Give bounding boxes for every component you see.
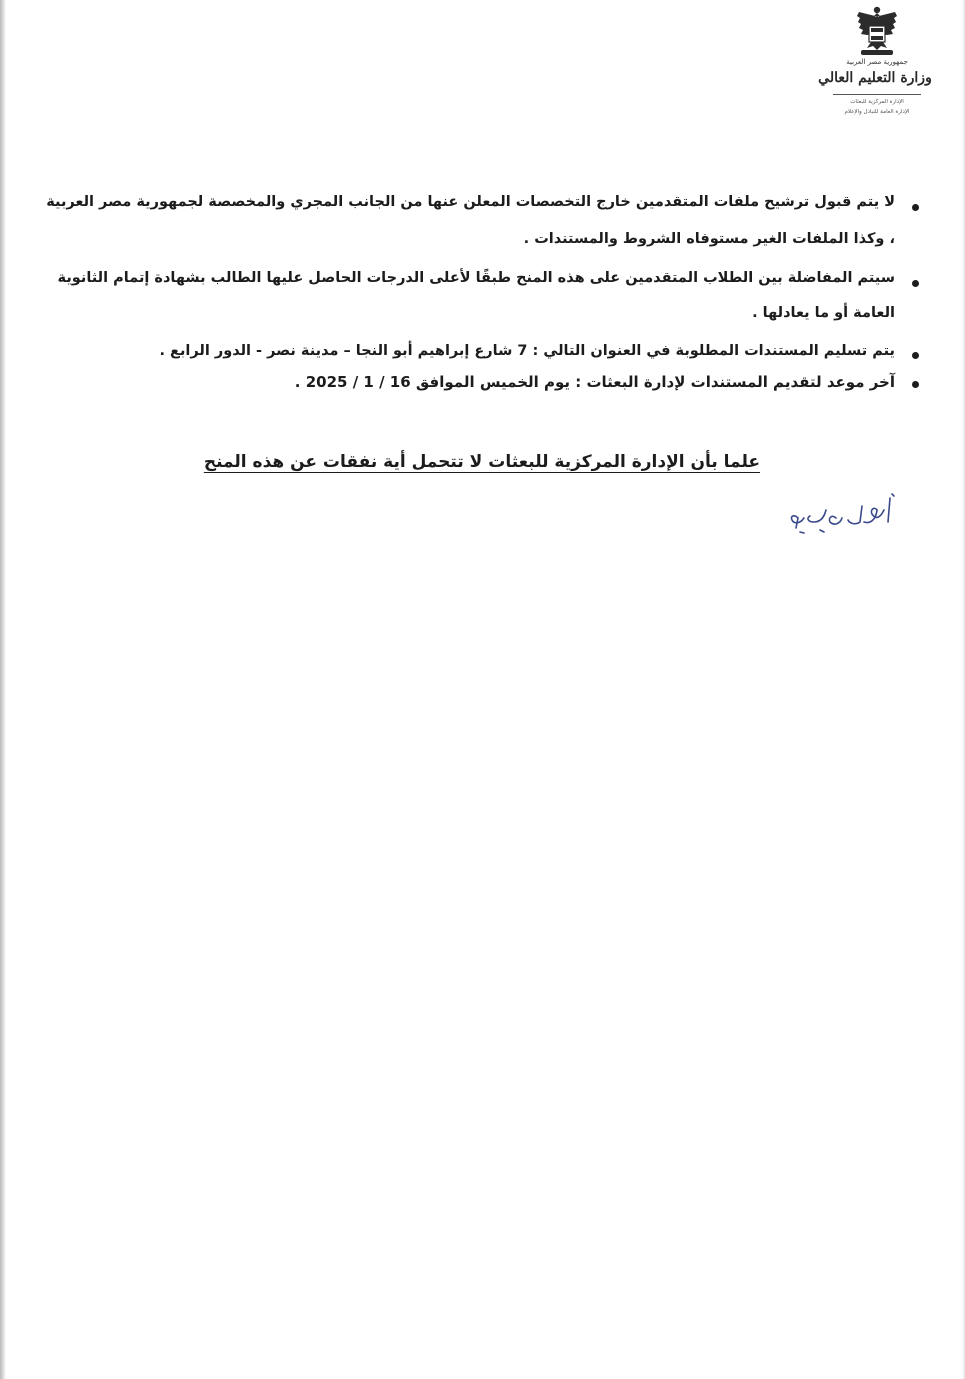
ministry-letterhead bbox=[817, 2, 937, 124]
bullet-icon bbox=[912, 204, 919, 211]
bullet-icon bbox=[912, 352, 919, 359]
bullet-4-deadline: آخر موعد لتقديم المستندات لإدارة البعثات : يوم الخميس الموافق 16 / 1 / 2025 . bbox=[294, 373, 895, 391]
bullet-1-line-2: ، وكذا الملفات الغير مستوفاه الشروط والمستندات . bbox=[523, 231, 895, 247]
bullet-2-line-1: سيتم المفاضلة بين الطلاب المتقدمين على هذه المنح طبقًا لأعلى الدرجات الحاصل عليها الطالب بشهادة إتمام الثانوية bbox=[57, 270, 895, 286]
bullet-icon bbox=[912, 280, 919, 287]
funding-note: علما بأن الإدارة المركزية للبعثات لا تتحمل أية نفقات عن هذه المنح bbox=[203, 452, 760, 472]
bullet-icon bbox=[912, 381, 919, 388]
letterhead-country: جمهورية مصر العربية bbox=[846, 58, 908, 66]
letterhead-divider bbox=[833, 94, 921, 95]
bullet-2-line-2: العامة أو ما يعادلها . bbox=[752, 305, 895, 321]
letterhead-subdepartment: الإدارة العامة للتبادل والإعلام bbox=[844, 109, 910, 115]
handwritten-signature bbox=[780, 492, 900, 540]
letterhead-ministry: وزارة التعليم العالي bbox=[818, 70, 932, 86]
egypt-eagle-emblem-icon bbox=[855, 4, 899, 58]
letterhead-department: الإدارة المركزية للبعثات bbox=[850, 99, 904, 105]
bullet-1-line-1: لا يتم قبول ترشيح ملفات المتقدمين خارج التخصصات المعلن عنها من الجانب المجري والمخصصة لجمهورية مصر العربية bbox=[46, 194, 895, 210]
bullet-3-line-1: يتم تسليم المستندات المطلوبة في العنوان التالي : 7 شارع إبراهيم أبو النجا – مدينة نصر - الدور الرابع . bbox=[159, 343, 895, 359]
page-shadow-left bbox=[0, 0, 6, 1379]
